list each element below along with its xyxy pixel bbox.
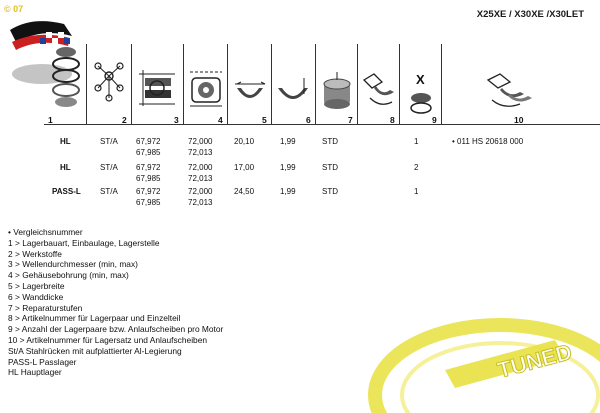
legend-line: 1 > Lagerbauart, Einbaulage, Lagerstelle <box>8 237 160 248</box>
column-divider <box>271 44 272 124</box>
bearing-width: 17,00 <box>234 163 255 172</box>
column-number: 7 <box>348 115 353 125</box>
bearing-stack-icon <box>46 44 84 124</box>
wall-thickness: 1,99 <box>280 187 296 196</box>
legend-line: HL Hauptlager <box>8 367 62 378</box>
column-divider <box>131 44 132 124</box>
housing-bore-max: 72,013 <box>188 174 213 183</box>
repair-stage: STD <box>322 163 338 172</box>
legend-line: 7 > Reparaturstufen <box>8 302 83 313</box>
column-divider <box>86 44 87 124</box>
bearing-quantity-icon <box>402 44 440 124</box>
bearing-width-icon <box>231 44 269 124</box>
column-number: 8 <box>390 115 395 125</box>
housing-bore-min: 72,000 <box>188 163 213 172</box>
repair-stage: STD <box>322 137 338 146</box>
watermark-logo <box>350 300 600 413</box>
quantity: 1 <box>414 187 419 196</box>
x-marker: X <box>416 72 425 87</box>
bearing-width: 24,50 <box>234 187 255 196</box>
set-article-number: • 011 HS 20618 000 <box>452 137 524 146</box>
quantity: 2 <box>414 163 419 172</box>
column-divider <box>357 44 358 124</box>
column-divider <box>183 44 184 124</box>
shaft-diameter-max: 67,985 <box>136 198 161 207</box>
bearing-type: HL <box>60 163 71 172</box>
material: ST/A <box>100 137 118 146</box>
column-number: 1 <box>48 115 53 125</box>
legend-line: PASS-L Passlager <box>8 356 77 367</box>
shaft-diameter-icon <box>135 44 181 124</box>
bearing-type: PASS-L <box>52 187 81 196</box>
quantity: 1 <box>414 137 419 146</box>
legend-line: 2 > Werkstoffe <box>8 248 62 259</box>
legend-line: 6 > Wanddicke <box>8 291 64 302</box>
legend-line: • Vergleichsnummer <box>8 227 83 237</box>
repair-stage-icon <box>318 44 356 124</box>
shaft-diameter-min: 67,972 <box>136 163 161 172</box>
legend-line: 10 > Artikelnummer für Lagersatz und Anlaufscheiben <box>8 334 208 345</box>
legend-line: 9 > Anzahl der Lagerpaare bzw. Anlaufscheiben pro Motor <box>8 324 224 335</box>
housing-bore-min: 72,000 <box>188 137 213 146</box>
housing-bore-icon <box>186 44 226 124</box>
shaft-diameter-max: 67,985 <box>136 174 161 183</box>
column-number: 5 <box>262 115 267 125</box>
watermark-text: TUNED <box>494 339 575 383</box>
wall-thickness: 1,99 <box>280 163 296 172</box>
repair-stage: STD <box>322 187 338 196</box>
engine-codes-title: X25XE / X30XE /X30LET <box>476 9 584 20</box>
wall-thickness-icon <box>274 44 312 124</box>
bearing-width: 20,10 <box>234 137 255 146</box>
materials-icon <box>90 44 128 124</box>
legend <box>8 227 368 378</box>
shaft-diameter-min: 67,972 <box>136 187 161 196</box>
column-number: 9 <box>432 115 437 125</box>
bearing-set-icon <box>480 44 540 124</box>
column-number: 4 <box>218 115 223 125</box>
housing-bore-min: 72,000 <box>188 187 213 196</box>
column-number: 10 <box>514 115 524 125</box>
column-number: 6 <box>306 115 311 125</box>
shaft-diameter-min: 67,972 <box>136 137 161 146</box>
material: ST/A <box>100 163 118 172</box>
legend-line: 8 > Artikelnummer für Lagerpaar und Einzelteil <box>8 313 181 324</box>
column-divider <box>399 44 400 124</box>
legend-line: 5 > Lagerbreite <box>8 280 65 291</box>
tuned-watermark-icon <box>350 300 600 413</box>
bearing-type: HL <box>60 137 71 146</box>
shaft-diameter-max: 67,985 <box>136 148 161 157</box>
legend-line: 3 > Wellendurchmesser (min, max) <box>8 259 138 270</box>
material: ST/A <box>100 187 118 196</box>
housing-bore-max: 72,013 <box>188 148 213 157</box>
column-divider <box>315 44 316 124</box>
housing-bore-max: 72,013 <box>188 198 213 207</box>
svg-text:© 07: © 07 <box>4 4 24 14</box>
legend-line: 4 > Gehäusebohrung (min, max) <box>8 270 129 281</box>
column-number: 3 <box>174 115 179 125</box>
column-number: 2 <box>122 115 127 125</box>
column-divider <box>441 44 442 124</box>
bearing-pair-icon <box>360 44 398 124</box>
wall-thickness: 1,99 <box>280 137 296 146</box>
column-divider <box>227 44 228 124</box>
legend-line: St/A Stahlrücken mit aufplattierter Al-Legierung <box>8 345 182 356</box>
